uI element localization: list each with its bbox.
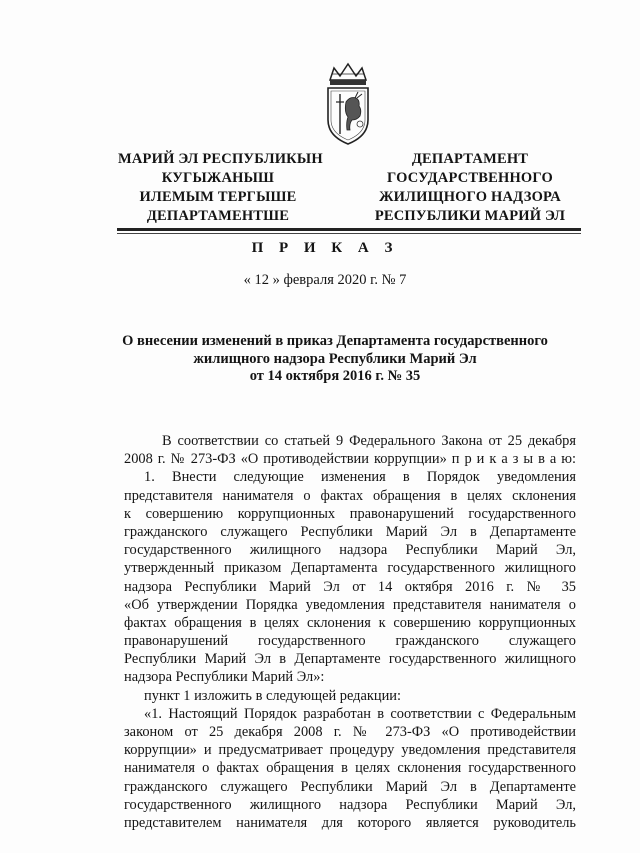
header-right-line: ДЕПАРТАМЕНТ xyxy=(411,151,529,167)
body-line: 2008 г. № 273-ФЗ «О противодействии коррупции» п р и к а з ы в а ю: xyxy=(124,451,576,468)
body-line: гражданского служащего Республики Марий Эл в Департаменте xyxy=(124,523,576,540)
body-line: В соответствии со статьей 9 Федерального Закона от 25 декабря xyxy=(162,433,576,449)
header-divider-thin xyxy=(117,233,581,234)
body-line: «1. Настоящий Порядок разработан в соответствии с Федеральным xyxy=(144,705,576,722)
body-line: правонарушений государственного гражданского служащего xyxy=(124,633,576,650)
header-right-russian xyxy=(360,150,580,226)
document-body xyxy=(124,432,576,832)
body-line: государственного жилищного надзора Республики Марий Эл, xyxy=(124,796,576,813)
title-line: жилищного надзора Республики Марий Эл xyxy=(193,350,477,367)
document-type: П Р И К А З xyxy=(251,240,399,256)
title-line: от 14 октября 2016 г. № 35 xyxy=(249,368,421,384)
coat-of-arms-icon xyxy=(322,62,374,148)
header-right-line: ГОСУДАРСТВЕННОГО xyxy=(387,170,553,186)
header-left-marij xyxy=(118,150,323,226)
body-line: к совершению коррупционных правонарушений государственного xyxy=(124,505,576,522)
body-line: гражданского служащего Республики Марий Эл в Департаменте xyxy=(124,778,576,795)
body-line: надзора Республики Марий Эл»: xyxy=(124,669,325,686)
header-left-line: КУГЫЖАНЫШ xyxy=(161,170,275,186)
header-right-line: РЕСПУБЛИКИ МАРИЙ ЭЛ xyxy=(374,208,566,224)
document-date-number: « 12 » февраля 2020 г. № 7 xyxy=(243,272,407,288)
body-line: коррупции» и предусматривает процедуру уведомления представителя xyxy=(124,742,576,759)
body-line: представителем нанимателя для которого является руководитель xyxy=(124,814,576,831)
title-line: О внесении изменений в приказ Департамента государственного xyxy=(122,333,548,349)
body-line: «Об утверждении Порядка уведомления представителя нанимателя о xyxy=(124,596,576,613)
body-line: законом от 25 декабря 2008 г. № 273-ФЗ «О противодействии xyxy=(124,724,576,740)
body-line: утвержденный приказом Департамента государственного жилищного xyxy=(124,560,576,577)
body-line: представителя нанимателя о фактах обращения в целях склонения xyxy=(124,487,576,504)
body-line: нанимателя о фактах обращения в целях склонения государственного xyxy=(124,760,576,777)
header-divider-thick xyxy=(117,228,581,231)
body-line: 1. Внести следующие изменения в Порядок уведомления xyxy=(144,469,576,486)
document-title xyxy=(100,333,570,386)
header-left-line: ДЕПАРТАМЕНТШЕ xyxy=(146,208,290,224)
header-right-line: ЖИЛИЩНОГО НАДЗОРА xyxy=(379,189,561,205)
body-line: фактах обращения в целях склонения к совершению коррупционных xyxy=(124,614,576,631)
body-line: Республики Марий Эл в Департаменте государственного жилищного xyxy=(124,651,576,668)
body-line: государственного жилищного надзора Республики Марий Эл, xyxy=(124,542,576,559)
body-line: надзора Республики Марий Эл от 14 октября 2016 г. № 35 xyxy=(124,578,576,595)
header-left-line: МАРИЙ ЭЛ РЕСПУБЛИКЫН xyxy=(118,151,323,167)
header-left-line: ИЛЕМЫМ ТЕРГЫШЕ xyxy=(139,189,297,205)
body-line: пункт 1 изложить в следующей редакции: xyxy=(144,687,401,704)
